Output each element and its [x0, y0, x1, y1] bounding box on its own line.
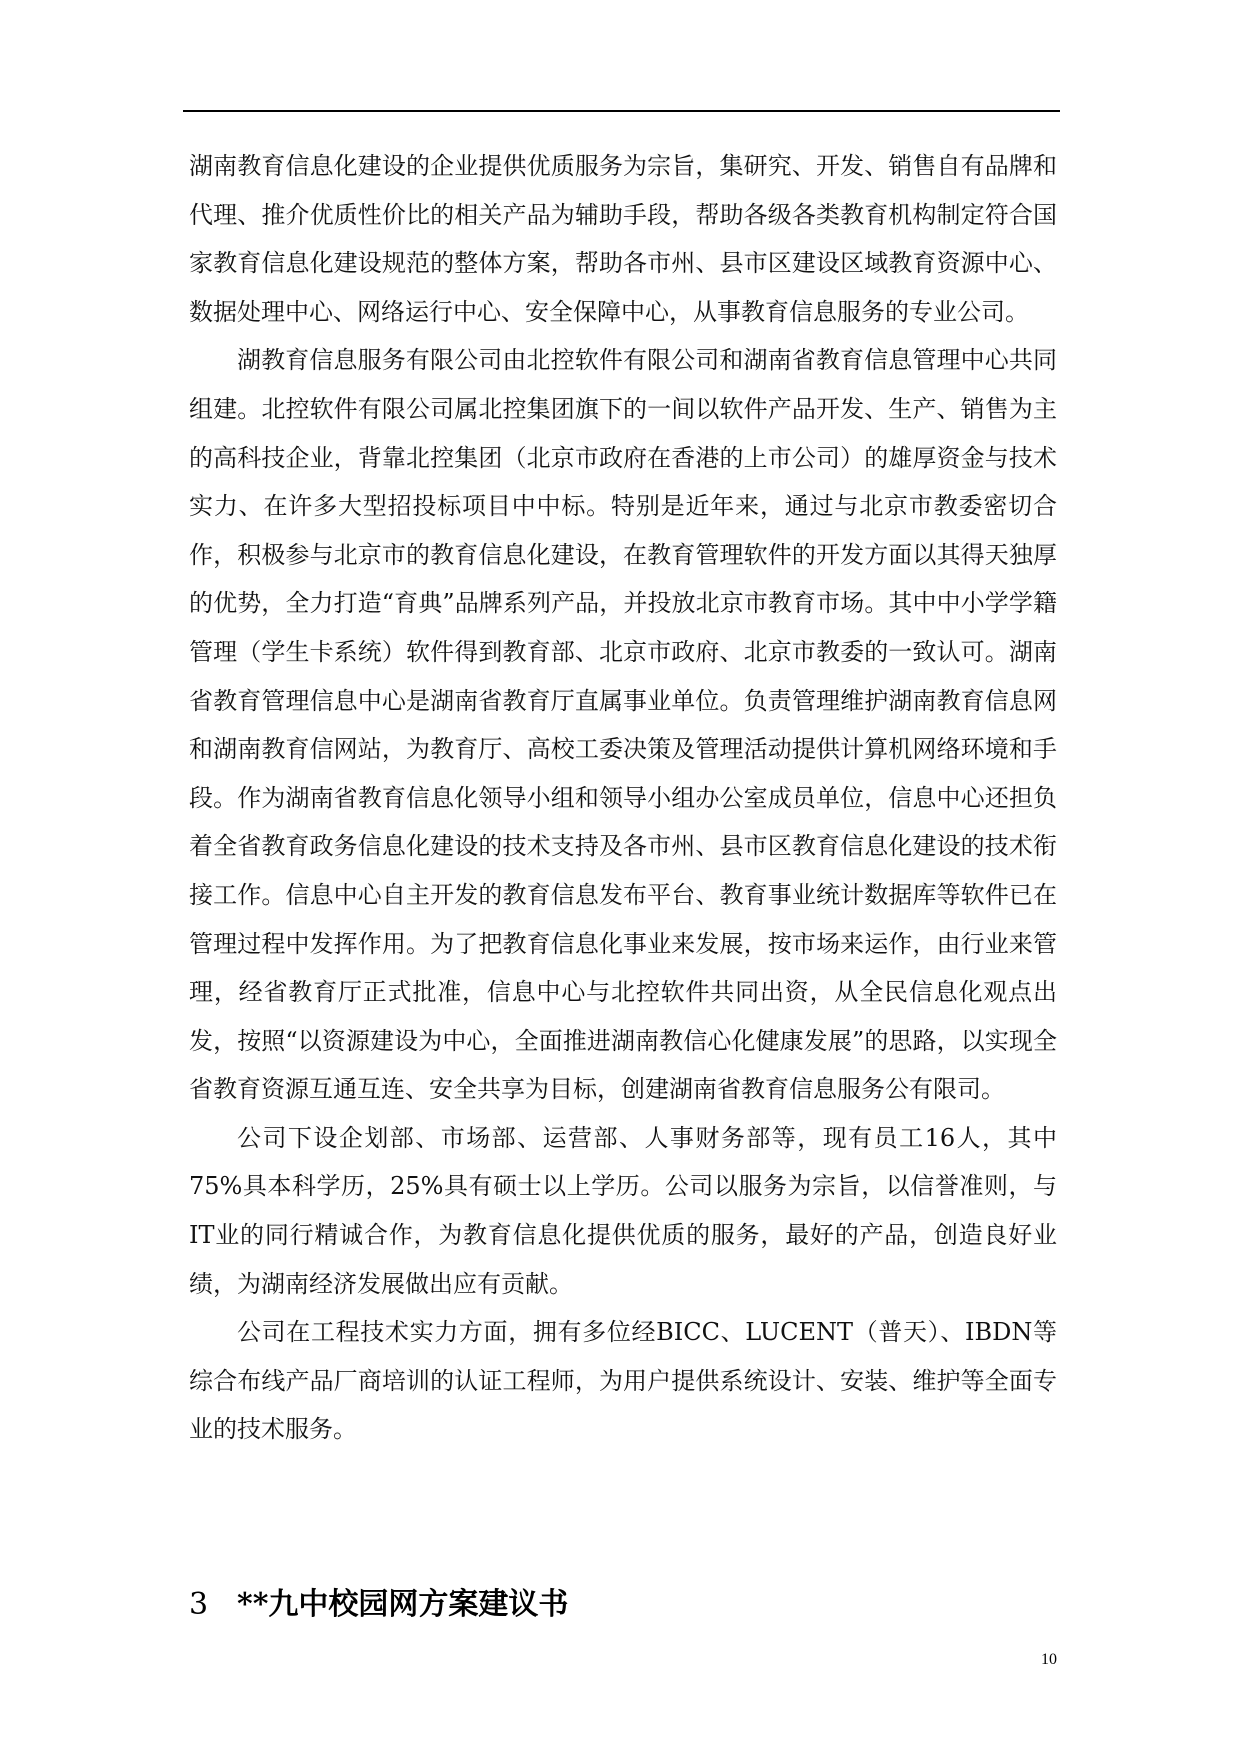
page-number: 10: [1041, 1651, 1057, 1668]
paragraph-2: 湖教育信息服务有限公司由北控软件有限公司和湖南省教育信息管理中心共同组建。北控软件有限公司属北控集团旗下的一间以软件产品开发、生产、销售为主的高科技企业，背靠北控集团（北京市政府在香港的上市公司）的雄厚资金与技术实力、在许多大型招投标项目中中标。特别是近年来，通过与北京市教委密切合作，积极参与北京市的教育信息化建设，在教育管理软件的开发方面以其得天独厚的优势，全力打造“育典”品牌系列产品，并投放北京市教育市场。其中中小学学籍管理（学生卡系统）软件得到教育部、北京市政府、北京市教委的一致认可。湖南省教育管理信息中心是湖南省教育厅直属事业单位。负责管理维护湖南教育信息网和湖南教育信网站，为教育厅、高校工委决策及管理活动提供计算机网络环境和手段。作为湖南省教育信息化领导小组和领导小组办公室成员单位，信息中心还担负着全省教育政务信息化建设的技术支持及各市州、县市区教育信息化建设的技术衔接工作。信息中心自主开发的教育信息发布平台、教育事业统计数据库等软件已在管理过程中发挥作用。为了把教育信息化事业来发展，按市场来运作，由行业来管理，经省教育厅正式批准，信息中心与北控软件共同出资，从全民信息化观点出发，按照“以资源建设为中心，全面推进湖南教信心化健康发展”的思路，以实现全省教育资源互通互连、安全共享为目标，创建湖南省教育信息服务公有限司。: [189, 346, 1057, 1104]
paragraph-4: 公司在工程技术实力方面，拥有多位经BICC、LUCENT（普天）、IBDN等综合布线产品厂商培训的认证工程师，为用户提供系统设计、安装、维护等全面专业的技术服务。: [189, 1318, 1057, 1444]
header-rule: [183, 110, 1060, 112]
body-text: [189, 142, 1057, 1454]
paragraph-1: 湖南教育信息化建设的企业提供优质服务为宗旨，集研究、开发、销售自有品牌和代理、推介优质性价比的相关产品为辅助手段，帮助各级各类教育机构制定符合国家教育信息化建设规范的整体方案，帮助各市州、县市区建设区域教育资源中心、数据处理中心、网络运行中心、安全保障中心，从事教育信息服务的专业公司。: [189, 152, 1057, 326]
section-heading: [189, 1579, 1057, 1623]
section-title: **九中校园网方案建议书: [237, 1587, 569, 1622]
section-number: 3: [189, 1587, 209, 1622]
paragraph-3: 公司下设企划部、市场部、运营部、人事财务部等，现有员工16人，其中75%具本科学历，25%具有硕士以上学历。公司以服务为宗旨，以信誉准则，与IT业的同行精诚合作，为教育信息化提供优质的服务，最好的产品，创造良好业绩，为湖南经济发展做出应有贡献。: [189, 1123, 1057, 1298]
